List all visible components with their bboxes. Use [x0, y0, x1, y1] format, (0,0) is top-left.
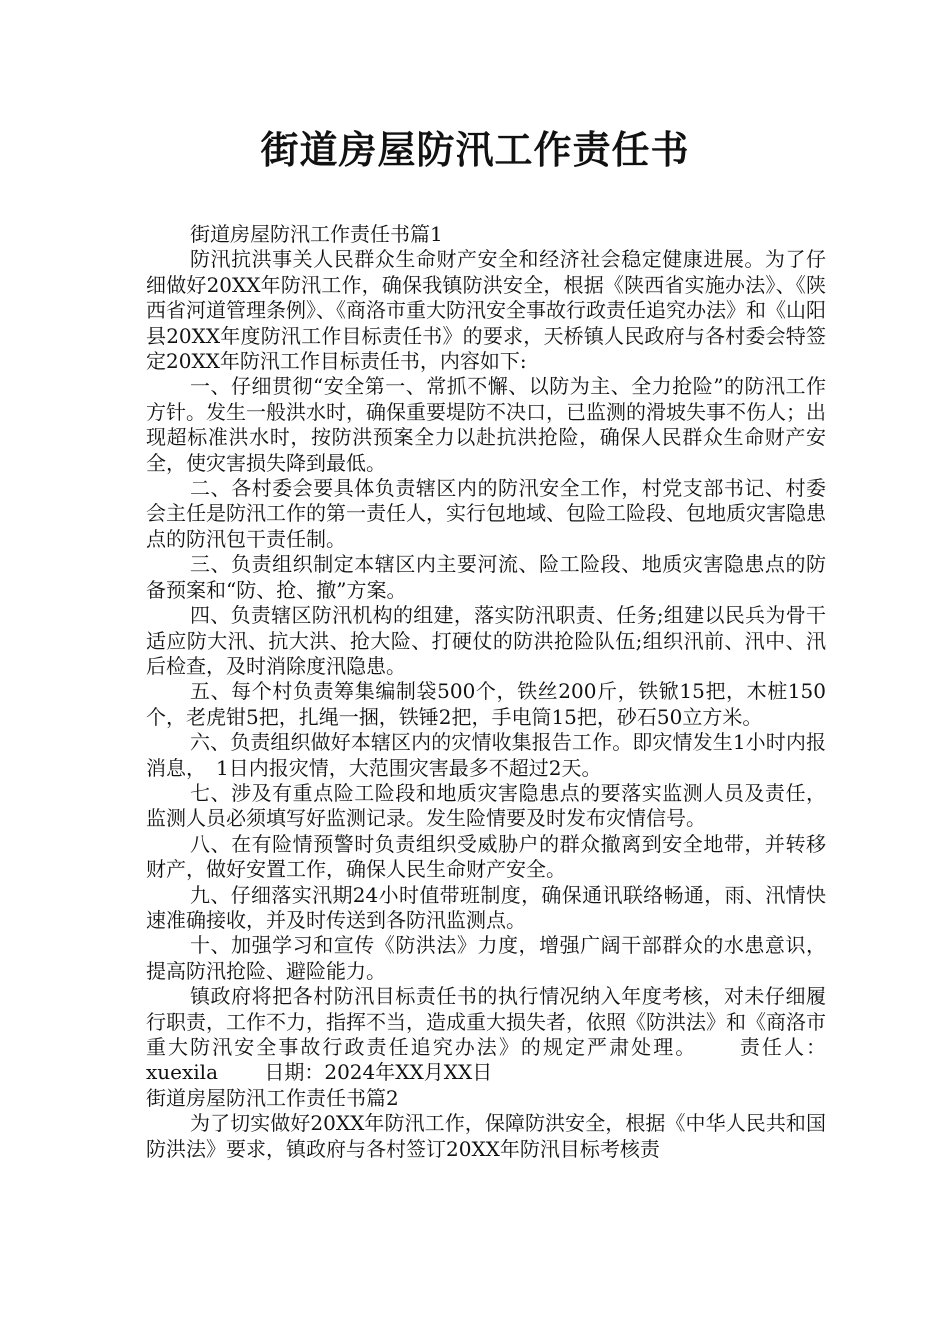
closing-text: 镇政府将把各村防汛目标责任书的执行情况纳入年度考核，对未仔细履行职责，工作不力，指挥不当，造成重大损失者，依照《防洪法》和《商洛市重大防汛安全事故行政责任追究办法》的规定严肃处理。 [146, 984, 826, 1059]
paragraph-item-3: 三、负责组织制定本辖区内主要河流、险工险段、地质灾害隐患点的防备预案和“防、抢、撤”方案。 [146, 552, 826, 602]
paragraph-item-4: 四、负责辖区防汛机构的组建，落实防汛职责、任务;组建以民兵为骨干适应防大汛、抗大洪、抢大险、打硬仗的防洪抢险队伍;组织汛前、汛中、汛后检查，及时消除度汛隐患。 [146, 603, 826, 678]
document-title: 街道房屋防汛工作责任书 [260, 128, 690, 172]
paragraph-item-8: 八、在有险情预警时负责组织受威胁户的群众撤离到安全地带，并转移财产，做好安置工作，确保人民生命财产安全。 [146, 831, 826, 882]
paragraph-item-2: 二、各村委会要具体负责辖区内的防汛安全工作，村党支部书记、村委会主任是防汛工作的第一责任人，实行包地域、包险工险段、包地质灾害隐患点的防汛包干责任制。 [146, 476, 826, 551]
paragraph-item-7: 七、涉及有重点险工险段和地质灾害隐患点的要落实监测人员及责任，监测人员必须填写好监测记录。发生险情要及时发布灾情信号。 [146, 780, 826, 831]
paragraph-section2-intro: 为了切实做好20XX年防汛工作，保障防洪安全，根据《中华人民共和国防洪法》要求，镇政府与各村签订20XX年防汛目标考核责 [146, 1111, 826, 1161]
section-heading-2: 街道房屋防汛工作责任书篇2 [146, 1085, 399, 1110]
paragraph-item-5: 五、每个村负责筹集编制袋500个，铁丝200斤，铁锨15把，木桩150个，老虎钳5把，扎绳一捆，铁锤2把，手电筒15把，砂石50立方米。 [146, 679, 826, 729]
paragraph-item-9: 九、仔细落实汛期24小时值带班制度，确保通讯联络畅通，雨、汛情快速准确接收，并及时传送到各防汛监测点。 [146, 882, 826, 932]
paragraph-item-6: 六、负责组织做好本辖区内的灾情收集报告工作。即灾情发生1小时内报消息， 1日内报灾情，大范围灾害最多不超过2天。 [146, 730, 826, 780]
paragraph-intro: 防汛抗洪事关人民群众生命财产安全和经济社会稳定健康进展。为了仔细做好20XX年防汛工作，确保我镇防洪安全，根据《陕西省实施办法》、《陕西省河道管理条例》、《商洛市重大防汛安全事故行政责任追究办法》和《山阳县20XX年度防汛工作目标责任书》的要求，天桥镇人民政府与各村委会特签定20XX年防汛工作目标责任书，内容如下: [146, 247, 826, 374]
paragraph-closing [146, 984, 826, 1086]
paragraph-item-10: 十、加强学习和宣传《防洪法》力度，增强广阔干部群众的水患意识，提高防汛抢险、避险能力。 [146, 933, 826, 983]
section-heading-1: 街道房屋防汛工作责任书篇1 [190, 222, 443, 246]
signature-line: 责任人：xuexila 日期：2024年XX月XX日 [146, 1035, 827, 1085]
document-body [146, 222, 826, 1162]
paragraph-item-1: 一、仔细贯彻“安全第一、常抓不懈、以防为主、全力抢险”的防汛工作方针。发生一般洪水时，确保重要堤防不决口，已监测的滑坡失事不伤人；出现超标准洪水时，按防洪预案全力以赴抗洪抢险，确保人民群众生命财产安全，使灾害损失降到最低。 [146, 374, 826, 475]
